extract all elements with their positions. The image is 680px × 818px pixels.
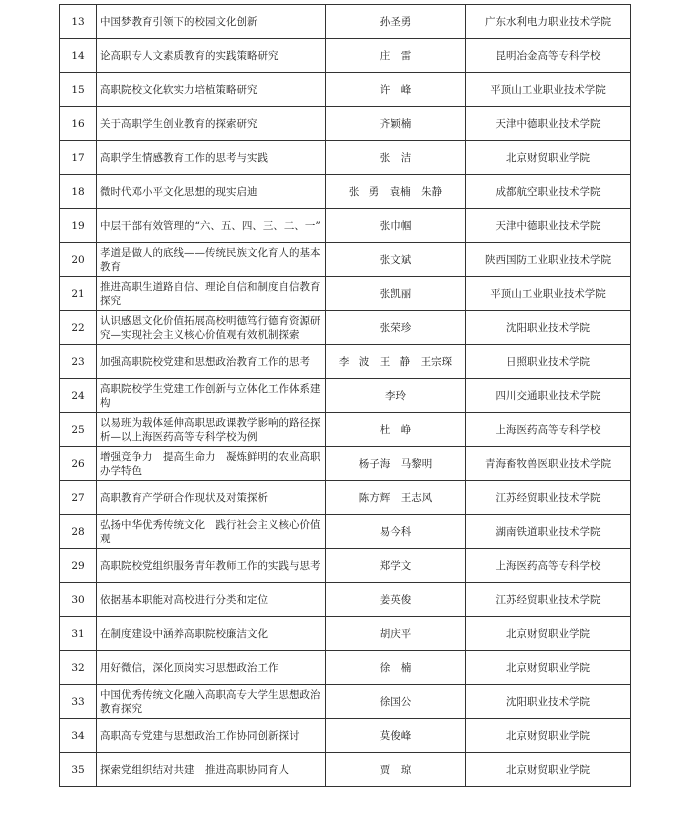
table-row (60, 583, 631, 617)
table-row (60, 753, 631, 787)
school-name: 北京财贸职业学院 (466, 719, 631, 753)
author-names: 贾 琼 (326, 753, 466, 787)
school-name: 天津中德职业技术学院 (466, 209, 631, 243)
school-name: 上海医药高等专科学校 (466, 413, 631, 447)
row-number: 27 (60, 481, 97, 515)
paper-title: 孝道是做人的底线——传统民族文化育人的基本教育 (97, 243, 326, 277)
school-name: 江苏经贸职业技术学院 (466, 481, 631, 515)
paper-title: 高职学生情感教育工作的思考与实践 (97, 141, 326, 175)
row-number: 15 (60, 73, 97, 107)
school-name: 成都航空职业技术学院 (466, 175, 631, 209)
school-name: 上海医药高等专科学校 (466, 549, 631, 583)
paper-list-sheet (59, 4, 619, 787)
table-row (60, 311, 631, 345)
author-names: 杜 峥 (326, 413, 466, 447)
row-number: 13 (60, 5, 97, 39)
table-row (60, 413, 631, 447)
paper-title: 弘扬中华优秀传统文化 践行社会主义核心价值观 (97, 515, 326, 549)
author-names: 许 峰 (326, 73, 466, 107)
table-row (60, 209, 631, 243)
school-name: 陕西国防工业职业技术学院 (466, 243, 631, 277)
author-names: 张荣珍 (326, 311, 466, 345)
paper-title: 高职教育产学研合作现状及对策探析 (97, 481, 326, 515)
school-name: 广东水利电力职业技术学院 (466, 5, 631, 39)
table-row (60, 481, 631, 515)
paper-title: 加强高职院校党建和思想政治教育工作的思考 (97, 345, 326, 379)
paper-list-body (60, 5, 631, 787)
table-row (60, 107, 631, 141)
author-names: 庄 雷 (326, 39, 466, 73)
table-row (60, 175, 631, 209)
author-names: 张 洁 (326, 141, 466, 175)
paper-list-table (59, 4, 631, 787)
row-number: 33 (60, 685, 97, 719)
table-row (60, 549, 631, 583)
author-names: 张巾帼 (326, 209, 466, 243)
paper-title: 在制度建设中涵养高职院校廉洁文化 (97, 617, 326, 651)
author-names: 李 波 王 静 王宗琛 (326, 345, 466, 379)
author-names: 胡庆平 (326, 617, 466, 651)
school-name: 沈阳职业技术学院 (466, 311, 631, 345)
paper-title: 高职院校党组织服务青年教师工作的实践与思考 (97, 549, 326, 583)
row-number: 31 (60, 617, 97, 651)
table-row (60, 5, 631, 39)
table-row (60, 379, 631, 413)
school-name: 平顶山工业职业技术学院 (466, 277, 631, 311)
author-names: 张 勇 袁楠 朱静 (326, 175, 466, 209)
paper-title: 以易班为载体延伸高职思政课教学影响的路径探析—以上海医药高等专科学校为例 (97, 413, 326, 447)
paper-title: 高职院校学生党建工作创新与立体化工作体系建构 (97, 379, 326, 413)
row-number: 21 (60, 277, 97, 311)
row-number: 18 (60, 175, 97, 209)
school-name: 江苏经贸职业技术学院 (466, 583, 631, 617)
paper-title: 探索党组织结对共建 推进高职协同育人 (97, 753, 326, 787)
author-names: 张凯丽 (326, 277, 466, 311)
row-number: 29 (60, 549, 97, 583)
author-names: 姜英俊 (326, 583, 466, 617)
school-name: 天津中德职业技术学院 (466, 107, 631, 141)
row-number: 30 (60, 583, 97, 617)
author-names: 陈方辉 王志风 (326, 481, 466, 515)
table-row (60, 685, 631, 719)
paper-title: 中层干部有效管理的“六、五、四、三、二、一” (97, 209, 326, 243)
paper-title: 微时代邓小平文化思想的现实启迪 (97, 175, 326, 209)
row-number: 23 (60, 345, 97, 379)
paper-title: 高职高专党建与思想政治工作协同创新探讨 (97, 719, 326, 753)
row-number: 19 (60, 209, 97, 243)
paper-title: 高职院校文化软实力培植策略研究 (97, 73, 326, 107)
table-row (60, 719, 631, 753)
paper-title: 推进高职生道路自信、理论自信和制度自信教育探究 (97, 277, 326, 311)
table-row (60, 515, 631, 549)
row-number: 20 (60, 243, 97, 277)
table-row (60, 345, 631, 379)
author-names: 张文斌 (326, 243, 466, 277)
paper-title: 增强竞争力 提高生命力 凝炼鲜明的农业高职办学特色 (97, 447, 326, 481)
school-name: 北京财贸职业学院 (466, 753, 631, 787)
row-number: 25 (60, 413, 97, 447)
author-names: 李玲 (326, 379, 466, 413)
table-row (60, 73, 631, 107)
school-name: 平顶山工业职业技术学院 (466, 73, 631, 107)
author-names: 郑学文 (326, 549, 466, 583)
table-row (60, 277, 631, 311)
school-name: 沈阳职业技术学院 (466, 685, 631, 719)
author-names: 齐颖楠 (326, 107, 466, 141)
row-number: 26 (60, 447, 97, 481)
table-row (60, 243, 631, 277)
school-name: 北京财贸职业学院 (466, 651, 631, 685)
paper-title: 依据基本职能对高校进行分类和定位 (97, 583, 326, 617)
table-row (60, 141, 631, 175)
row-number: 35 (60, 753, 97, 787)
school-name: 昆明冶金高等专科学校 (466, 39, 631, 73)
school-name: 北京财贸职业学院 (466, 617, 631, 651)
author-names: 徐国公 (326, 685, 466, 719)
row-number: 16 (60, 107, 97, 141)
table-row (60, 39, 631, 73)
author-names: 孙圣勇 (326, 5, 466, 39)
school-name: 湖南铁道职业技术学院 (466, 515, 631, 549)
paper-title: 中国优秀传统文化融入高职高专大学生思想政治教育探究 (97, 685, 326, 719)
row-number: 28 (60, 515, 97, 549)
row-number: 32 (60, 651, 97, 685)
paper-title: 认识感恩文化价值拓展高校明德笃行德育资源研究—实现社会主义核心价值观有效机制探索 (97, 311, 326, 345)
table-row (60, 651, 631, 685)
row-number: 22 (60, 311, 97, 345)
school-name: 四川交通职业技术学院 (466, 379, 631, 413)
author-names: 徐 楠 (326, 651, 466, 685)
row-number: 24 (60, 379, 97, 413)
paper-title: 论高职专人文素质教育的实践策略研究 (97, 39, 326, 73)
paper-title: 用好微信，深化顶岗实习思想政治工作 (97, 651, 326, 685)
page-bottom-edge (0, 794, 680, 818)
row-number: 17 (60, 141, 97, 175)
table-row (60, 447, 631, 481)
row-number: 34 (60, 719, 97, 753)
author-names: 杨子海 马黎明 (326, 447, 466, 481)
row-number: 14 (60, 39, 97, 73)
author-names: 易今科 (326, 515, 466, 549)
school-name: 青海畜牧兽医职业技术学院 (466, 447, 631, 481)
paper-title: 关于高职学生创业教育的探索研究 (97, 107, 326, 141)
school-name: 北京财贸职业学院 (466, 141, 631, 175)
table-row (60, 617, 631, 651)
author-names: 莫俊峰 (326, 719, 466, 753)
school-name: 日照职业技术学院 (466, 345, 631, 379)
paper-title: 中国梦教育引领下的校园文化创新 (97, 5, 326, 39)
